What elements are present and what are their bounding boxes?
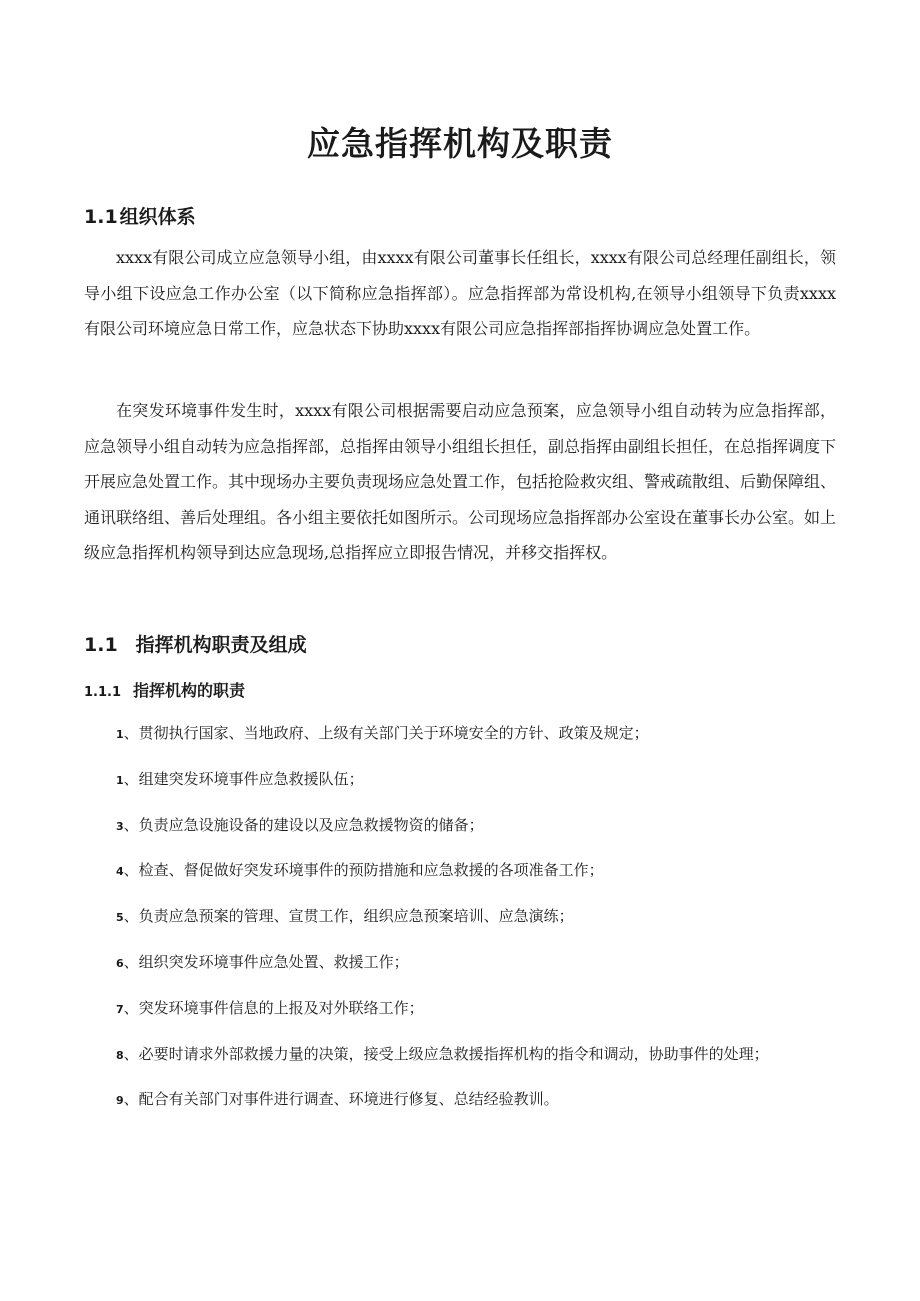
section-heading-organization bbox=[84, 202, 196, 229]
list-item bbox=[116, 720, 769, 766]
list-item bbox=[116, 903, 769, 949]
list-item-text: 、配合有关部门对事件进行调查、环境进行修复、总结经验教训。 bbox=[123, 1090, 559, 1109]
section-title: 指挥机构职责及组成 bbox=[135, 634, 307, 656]
paragraph-organization-1: xxxx有限公司成立应急领导小组，由xxxx有限公司董事长任组长，xxxx有限公司总经理任副组长，领导小组下设应急工作办公室（以下简称应急指挥部）。应急指挥部为常设机构,在领导小组领导下负责xxxx有限公司环境应急日常工作，应急状态下协助xxxx有限公司应急指挥部指挥协调应急处置工作。 bbox=[84, 248, 836, 338]
list-item-text: 、负责应急设施设备的建设以及应急救援物资的储备； bbox=[123, 815, 484, 834]
list-item-text: 、必要时请求外部救援力量的决策，接受上级应急救援指挥机构的指令和调动，协助事件的处理； bbox=[123, 1044, 769, 1063]
list-item bbox=[116, 857, 769, 903]
list-item-text: 、贯彻执行国家、当地政府、上级有关部门关于环境安全的方针、政策及规定； bbox=[123, 724, 649, 742]
list-item-number: 6 bbox=[116, 956, 124, 970]
document-title: 应急指挥机构及职责 bbox=[307, 124, 613, 163]
section-number: 1.1 bbox=[84, 206, 118, 228]
subsection-number: 1.1.1 bbox=[84, 685, 122, 700]
subsection-heading-responsibilities bbox=[84, 678, 245, 701]
list-item-number: 3 bbox=[116, 819, 124, 833]
list-item-text: 、负责应急预案的管理、宣贯工作，组织应急预案培训、应急演练； bbox=[123, 907, 574, 926]
list-item bbox=[116, 949, 769, 995]
subsection-title: 指挥机构的职责 bbox=[133, 681, 246, 700]
list-item-number: 8 bbox=[116, 1048, 124, 1062]
list-item-number: 5 bbox=[116, 911, 124, 925]
list-item-text: 、突发环境事件信息的上报及对外联络工作； bbox=[123, 998, 424, 1017]
section-heading-command-structure bbox=[84, 630, 307, 657]
section-number: 1.1 bbox=[84, 634, 118, 656]
paragraph-organization-2: 在突发环境事件发生时，xxxx有限公司根据需要启动应急预案，应急领导小组自动转为应急指挥部，应急领导小组自动转为应急指挥部，总指挥由领导小组组长担任，副总指挥由副组长担任，在总指挥调度下开展应急处置工作。其中现场办主要负责现场应急处置工作，包括抢险救灾组、警戒疏散组、后勤保障组、通讯联络组、善后处理组。各小组主要依托如图所示。公司现场应急指挥部办公室设在董事长办公室。如上级应急指挥机构领导到达应急现场,总指挥应立即报告情况，并移交指挥权。 bbox=[84, 401, 837, 562]
list-item bbox=[116, 1086, 769, 1132]
list-item bbox=[116, 812, 769, 858]
list-item-number: 7 bbox=[116, 1002, 124, 1016]
section-title: 组织体系 bbox=[119, 206, 196, 228]
list-item bbox=[116, 1041, 769, 1087]
list-item-number: 9 bbox=[116, 1094, 124, 1108]
responsibilities-list bbox=[116, 720, 769, 1132]
list-item-number: 4 bbox=[116, 865, 124, 879]
list-item bbox=[116, 995, 769, 1041]
list-item-number: 1 bbox=[116, 728, 124, 741]
list-item-text: 、检查、督促做好突发环境事件的预防措施和应急救援的各项准备工作； bbox=[123, 861, 604, 880]
list-item bbox=[116, 766, 769, 812]
list-item-text: 、组建突发环境事件应急救援队伍； bbox=[123, 769, 364, 788]
list-item-text: 、组织突发环境事件应急处置、救援工作； bbox=[123, 952, 409, 971]
list-item-number: 1 bbox=[116, 773, 124, 787]
